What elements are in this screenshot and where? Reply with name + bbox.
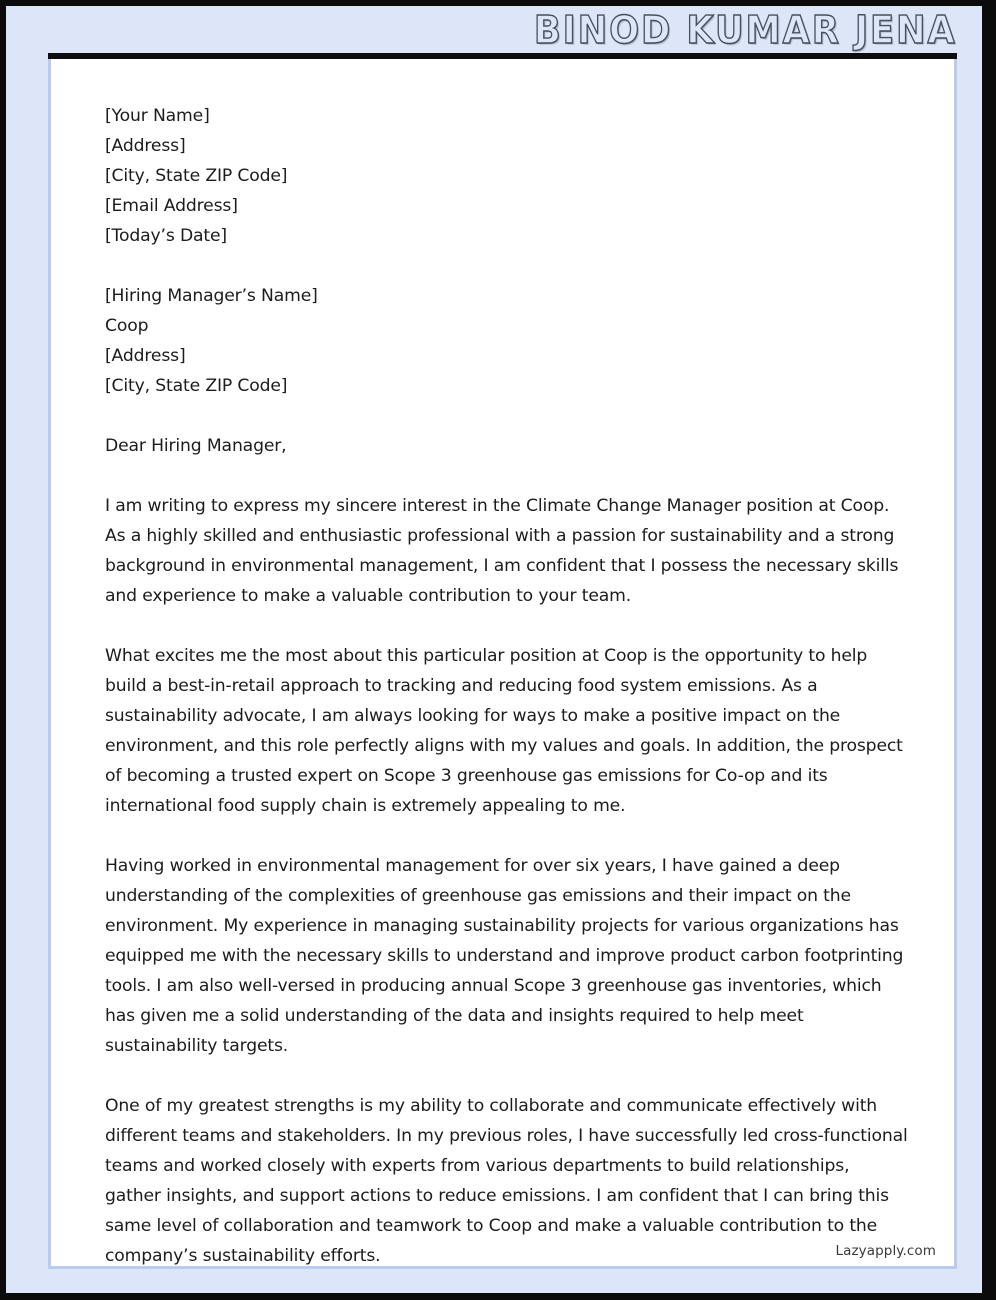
sender-address-line: [Today’s Date] bbox=[105, 226, 227, 246]
letter-paragraph: One of my greatest strengths is my ability to collaborate and communicate effectively with different teams and stakeholders. In my previous roles, I have successfully led cross-functional teams and worked closely with experts from various departments to build relationships, gather insights, and support actions to reduce emissions. I am confident that I can bring this same level of collaboration and teamwork to Coop and make a valuable contribution to the company’s sustainability efforts. bbox=[105, 1096, 908, 1266]
sender-address-block bbox=[105, 101, 908, 251]
sender-address-line: [Email Address] bbox=[105, 196, 238, 216]
letter-paragraph: Having worked in environmental management for over six years, I have gained a deep understanding of the complexities of greenhouse gas emissions and their impact on the environment. My experience in managing sustainability projects for various organizations has equipped me with the necessary skills to understand and improve product carbon footprinting tools. I am also well-versed in producing annual Scope 3 greenhouse gas inventories, which has given me a solid understanding of the data and insights required to help meet sustainability targets. bbox=[105, 856, 904, 1056]
recipient-address-block bbox=[105, 281, 908, 401]
letter-paragraph: I am writing to express my sincere interest in the Climate Change Manager position at Coop. As a highly skilled and enthusiastic professional with a passion for sustainability and a strong background in environmental management, I am confident that I possess the necessary skills and experience to make a valuable contribution to your team. bbox=[105, 496, 899, 606]
sender-address-line: [Address] bbox=[105, 136, 186, 156]
letter-paragraph: What excites me the most about this particular position at Coop is the opportunity to help build a best-in-retail approach to tracking and reducing food system emissions. As a sustainability advocate, I am always looking for ways to make a positive impact on the environment, and this role perfectly aligns with my values and goals. In addition, the prospect of becoming a trusted expert on Scope 3 greenhouse gas emissions for Co-op and its international food supply chain is extremely appealing to me. bbox=[105, 646, 903, 816]
recipient-address-line: Coop bbox=[105, 316, 149, 336]
cover-letter-body bbox=[51, 59, 954, 1269]
sender-address-line: [Your Name] bbox=[105, 106, 210, 126]
recipient-address-line: [Hiring Manager’s Name] bbox=[105, 286, 318, 306]
letter-page bbox=[48, 59, 957, 1269]
document-header bbox=[6, 6, 982, 54]
recipient-address-line: [Address] bbox=[105, 346, 186, 366]
sender-address-line: [City, State ZIP Code] bbox=[105, 166, 288, 186]
recipient-address-line: [City, State ZIP Code] bbox=[105, 376, 288, 396]
page-title: BINOD KUMAR JENA bbox=[534, 8, 957, 52]
watermark-label: Lazyapply.com bbox=[831, 1242, 940, 1260]
salutation: Dear Hiring Manager, bbox=[105, 436, 287, 456]
